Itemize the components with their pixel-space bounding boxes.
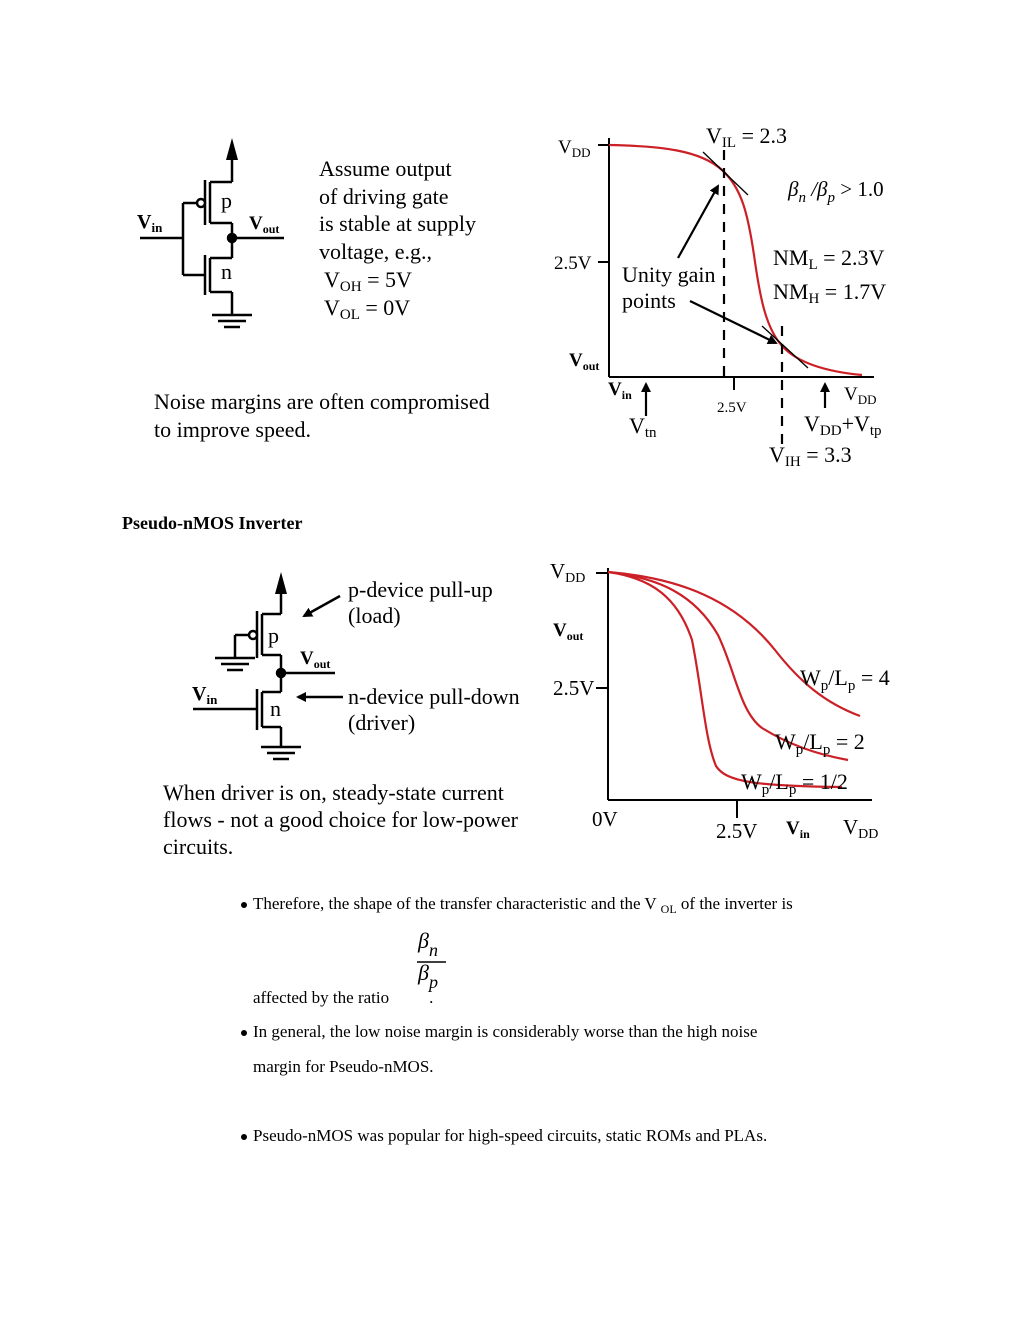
fig3-p-label: p: [268, 623, 279, 648]
p-device-label: p: [221, 188, 232, 213]
fig3-vout-label: $V_{out}$: [300, 648, 331, 671]
unity-arrow-upper: [678, 186, 718, 258]
fig4-y-2-5v: 2.5V: [553, 676, 595, 700]
vin-label: $V_{in}$: [137, 211, 163, 235]
unity-gain-line1: Unity gain: [622, 262, 716, 287]
fig4-vdd-label: VDD: [550, 559, 586, 586]
pull-up-line2: (load): [348, 603, 401, 628]
svg-text:Assume output: Assume output: [319, 156, 452, 181]
nmh-label: NMH = 1.7V: [773, 279, 887, 307]
bullet-dot: [241, 1030, 247, 1036]
tangent-line-lower: [762, 326, 808, 368]
vtn-label: Vtn: [629, 413, 657, 441]
vout-label: $V_{out}$: [249, 213, 280, 236]
fig2-x-2-5v: 2.5V: [717, 400, 747, 416]
driver-note-line3: circuits.: [163, 834, 234, 859]
driver-note-line1: When driver is on, steady-state current: [163, 780, 504, 805]
fig4-x-0v: 0V: [592, 807, 618, 831]
fig2-vdd-label: $V_{DD}$: [558, 137, 591, 160]
beta-fraction: [417, 928, 446, 992]
svg-text:voltage, e.g.,: voltage, e.g.,: [319, 239, 433, 264]
fig2-vdd-x-label: $V_{DD}$: [844, 384, 877, 407]
tangent-line-upper: [703, 152, 748, 195]
n-device-label: n: [221, 259, 232, 284]
fig4-x-2-5v: 2.5V: [716, 819, 758, 843]
vdd-plus-vtp-label: VDD+Vtp: [804, 411, 882, 439]
pull-up-arrow: [304, 596, 340, 616]
label-wp-lp-half: $W_p/L_p = 1/2$: [741, 769, 848, 798]
vol-label: VOL = 0V: [324, 295, 411, 323]
vih-label: VIH = 3.3: [769, 442, 852, 470]
voh-label: VOH = 5V: [324, 267, 412, 295]
fig3-n-label: n: [270, 696, 281, 721]
nml-label: NML = 2.3V: [773, 245, 885, 273]
vil-label: VIL = 2.3: [706, 123, 787, 151]
label-wp-lp-2: $W_p/L_p = 2$: [775, 729, 865, 758]
fig2-y-2-5v: 2.5V: [554, 253, 592, 274]
bullet-dot: [241, 1134, 247, 1140]
section-heading: Pseudo-nMOS Inverter: [122, 513, 303, 533]
unity-gain-line2: points: [622, 288, 676, 313]
fig4-vdd-x-label: VDD: [843, 815, 879, 842]
driver-note-line2: flows - not a good choice for low-power: [163, 807, 518, 832]
label-wp-lp-4: $W_p/L_p = 4$: [800, 665, 890, 694]
beta-ratio-label: $\beta_n$ $/\beta_p > 1.0$: [788, 177, 884, 206]
pull-down-line2: (driver): [348, 710, 416, 735]
svg-text:βp: $\beta_p$: [418, 960, 438, 992]
noise-note-line1: Noise margins are often compromised: [154, 389, 490, 414]
fig3-vin-label: $V_{in}$: [192, 683, 218, 707]
fig4-vout-label: $V_{out}$: [553, 620, 584, 643]
fig2-vout-label: $V_{out}$: [569, 350, 600, 373]
fig2-vin-label: $V_{in}$: [608, 379, 632, 402]
pull-up-line1: p-device pull-up: [348, 577, 493, 602]
bullet-dot: [241, 902, 247, 908]
fig4-vin-label: $V_{in}$: [786, 818, 810, 841]
curve-wp-lp-4: [608, 572, 860, 716]
svg-text:of driving gate: of driving gate: [319, 184, 449, 209]
assume-text: [319, 156, 476, 264]
svg-text:βn: $\beta_n$: [418, 928, 438, 960]
noise-note-line2: to improve speed.: [154, 417, 312, 442]
svg-text:is stable at supply: is stable at supply: [319, 211, 477, 236]
pull-down-line1: n-device pull-down: [348, 684, 520, 709]
